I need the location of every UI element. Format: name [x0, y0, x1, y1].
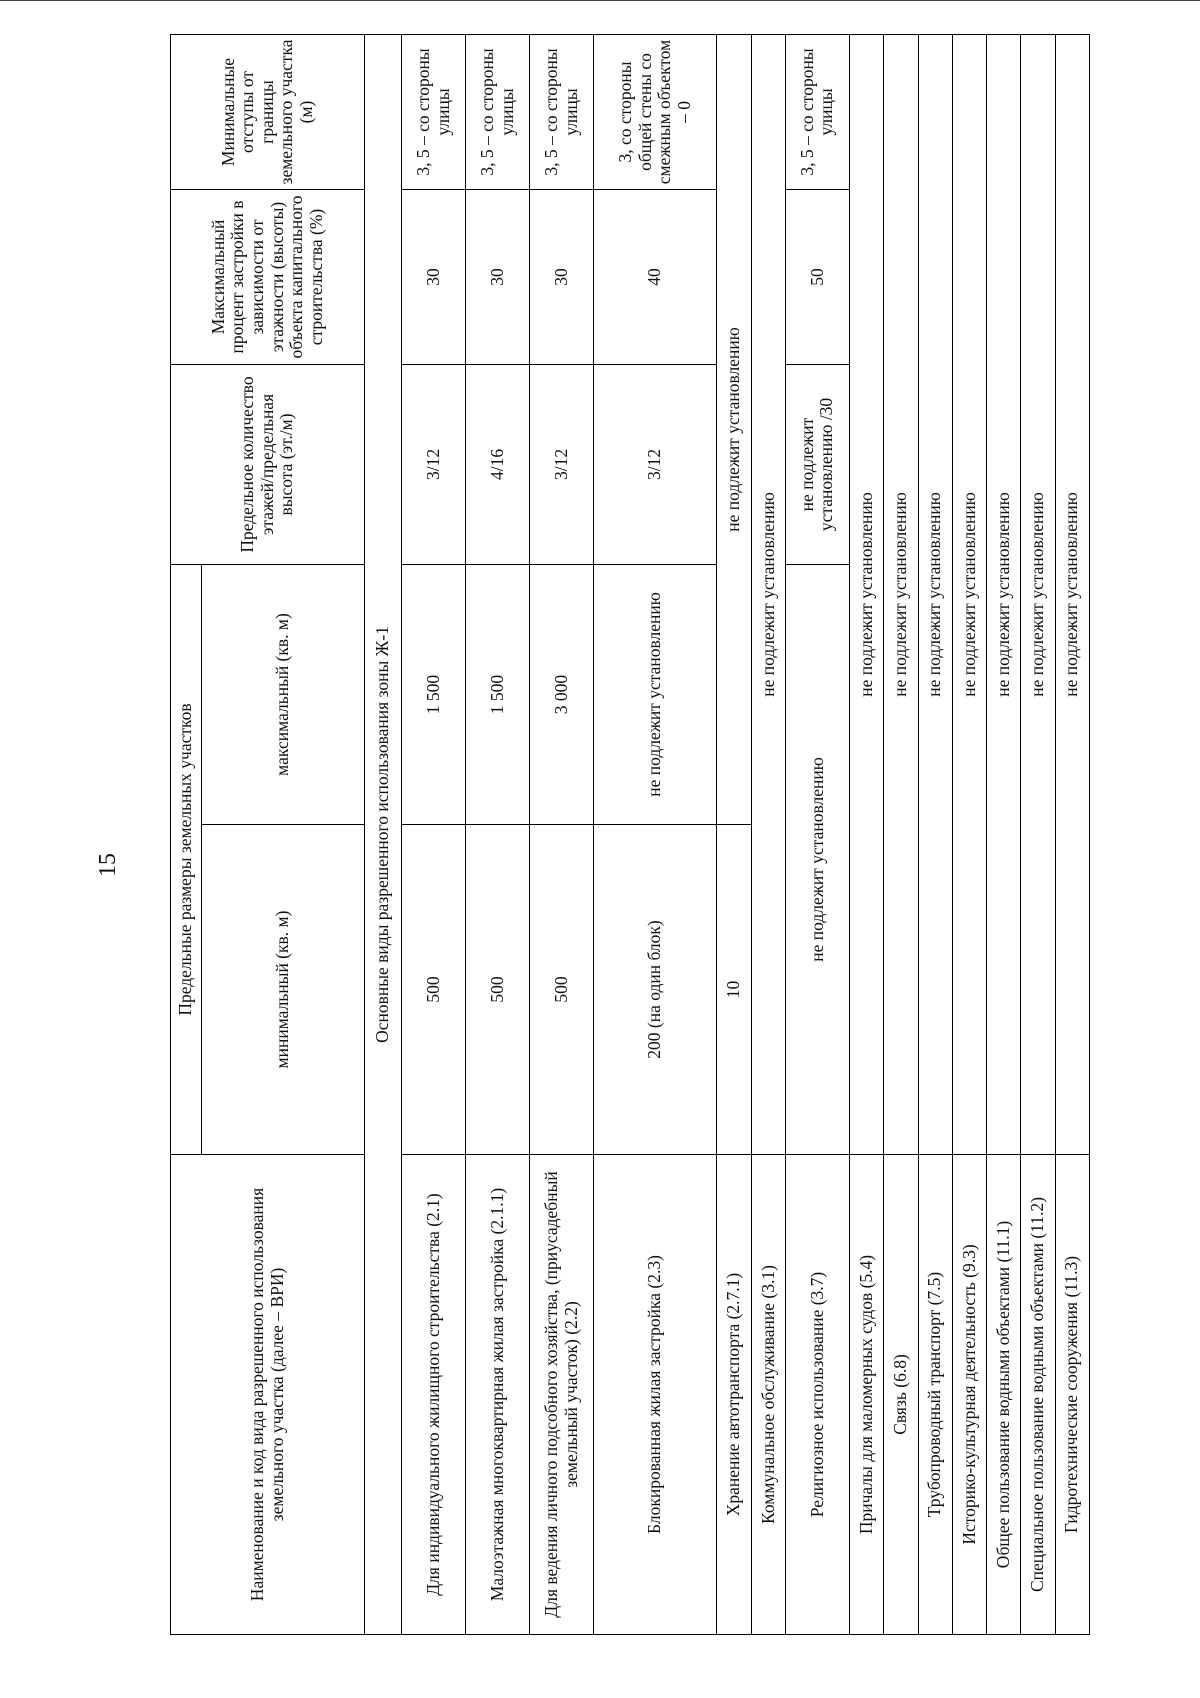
row-name: Религиозное использование (3.7): [785, 1155, 849, 1635]
row-name: Трубопроводный транспорт (7.5): [918, 1155, 952, 1635]
header-percent: Максимальный процент застройки в зависимости от этажности (высоты) объекта капитального строительства (%): [171, 189, 365, 364]
row-floors: 3/12: [530, 364, 594, 564]
row-not-set: не подлежит установлению: [1021, 34, 1055, 1154]
row-not-set: не подлежит установлению: [952, 34, 986, 1154]
table-row: [594, 34, 717, 1634]
row-indent: 3, 5 – со стороны улицы: [530, 34, 594, 189]
table-row: [1055, 34, 1089, 1634]
row-name: Малоэтажная многоквартирная жилая застройка (2.1.1): [466, 1155, 530, 1635]
table-row: [530, 34, 594, 1634]
row-max: 1 500: [466, 564, 530, 824]
row-max: не подлежит установлению: [594, 564, 717, 824]
table-rotation-frame: [170, 39, 1090, 1635]
row-name: Хранение автотранспорта (2.7.1): [717, 1155, 751, 1635]
group-row: [365, 34, 402, 1634]
row-indent: 3, 5 – со стороны улицы: [402, 34, 466, 189]
rotated-table-area: [170, 39, 1090, 1635]
row-name: Коммунальное обслуживание (3.1): [751, 1155, 785, 1635]
scan-edge-line: [0, 0, 1200, 1]
row-min: 200 (на один блок): [594, 825, 717, 1155]
row-not-set: не подлежит установлению: [751, 34, 785, 1154]
row-indent: 3, 5 – со стороны улицы: [785, 34, 849, 189]
row-min: 500: [530, 825, 594, 1155]
row-max: 3 000: [530, 564, 594, 824]
row-not-set: не подлежит установлению: [1055, 34, 1089, 1154]
table-row: [717, 34, 751, 1634]
row-name: Специальное пользование водными объектами (11.2): [1021, 1155, 1055, 1635]
row-indent: 3, со стороны общей стены со смежным объектом – 0: [594, 34, 717, 189]
row-percent: 30: [530, 189, 594, 364]
row-name: Историко-культурная деятельность (9.3): [952, 1155, 986, 1635]
header-row-1: [171, 34, 202, 1634]
table-row: [751, 34, 785, 1634]
row-not-set: не подлежит установлению: [785, 564, 849, 1154]
table-row: [987, 34, 1021, 1634]
group-title: Основные виды разрешенного использования зоны Ж-1: [365, 34, 402, 1634]
row-floors: не подлежит установлению /30: [785, 364, 849, 564]
header-sizes-group: Предельные размеры земельных участков: [171, 564, 202, 1154]
row-percent: 30: [466, 189, 530, 364]
header-indents: Минимальные отступы от границы земельного участка (м): [171, 34, 365, 189]
header-max: максимальный (кв. м): [202, 564, 365, 824]
row-name: Связь (6.8): [884, 1155, 918, 1635]
row-percent: 40: [594, 189, 717, 364]
row-max: 1 500: [402, 564, 466, 824]
row-floors: 3/12: [402, 364, 466, 564]
row-name: Для индивидуального жилищного строительства (2.1): [402, 1155, 466, 1635]
row-not-set: не подлежит установлению: [717, 34, 751, 824]
table-row: [785, 34, 849, 1634]
row-not-set: не подлежит установлению: [987, 34, 1021, 1154]
row-not-set: не подлежит установлению: [849, 34, 883, 1154]
zoning-table: [170, 34, 1090, 1635]
page-number: 15: [95, 853, 121, 877]
row-name: Для ведения личного подсобного хозяйства, (приусадебный земельный участок) (2.2): [530, 1155, 594, 1635]
row-min: 500: [466, 825, 530, 1155]
header-min: минимальный (кв. м): [202, 825, 365, 1155]
table-row: [1021, 34, 1055, 1634]
table-row: [402, 34, 466, 1634]
table-row: [918, 34, 952, 1634]
table-row: [952, 34, 986, 1634]
header-name: Наименование и код вида разрешенного использования земельного участка (далее – ВРИ): [171, 1155, 365, 1635]
row-name: Гидротехнические сооружения (11.3): [1055, 1155, 1089, 1635]
row-floors: 3/12: [594, 364, 717, 564]
header-floors: Предельное количество этажей/предельная высота (эт./м): [171, 364, 365, 564]
row-not-set: не подлежит установлению: [884, 34, 918, 1154]
row-min: 10: [717, 825, 751, 1155]
table-row: [466, 34, 530, 1634]
row-min: 500: [402, 825, 466, 1155]
row-name: Блокированная жилая застройка (2.3): [594, 1155, 717, 1635]
row-percent: 30: [402, 189, 466, 364]
row-name: Общее пользование водными объектами (11.1): [987, 1155, 1021, 1635]
row-not-set: не подлежит установлению: [918, 34, 952, 1154]
row-name: Причалы для маломерных судов (5.4): [849, 1155, 883, 1635]
row-percent: 50: [785, 189, 849, 364]
row-floors: 4/16: [466, 364, 530, 564]
table-row: [849, 34, 883, 1634]
row-indent: 3, 5 – со стороны улицы: [466, 34, 530, 189]
table-row: [884, 34, 918, 1634]
